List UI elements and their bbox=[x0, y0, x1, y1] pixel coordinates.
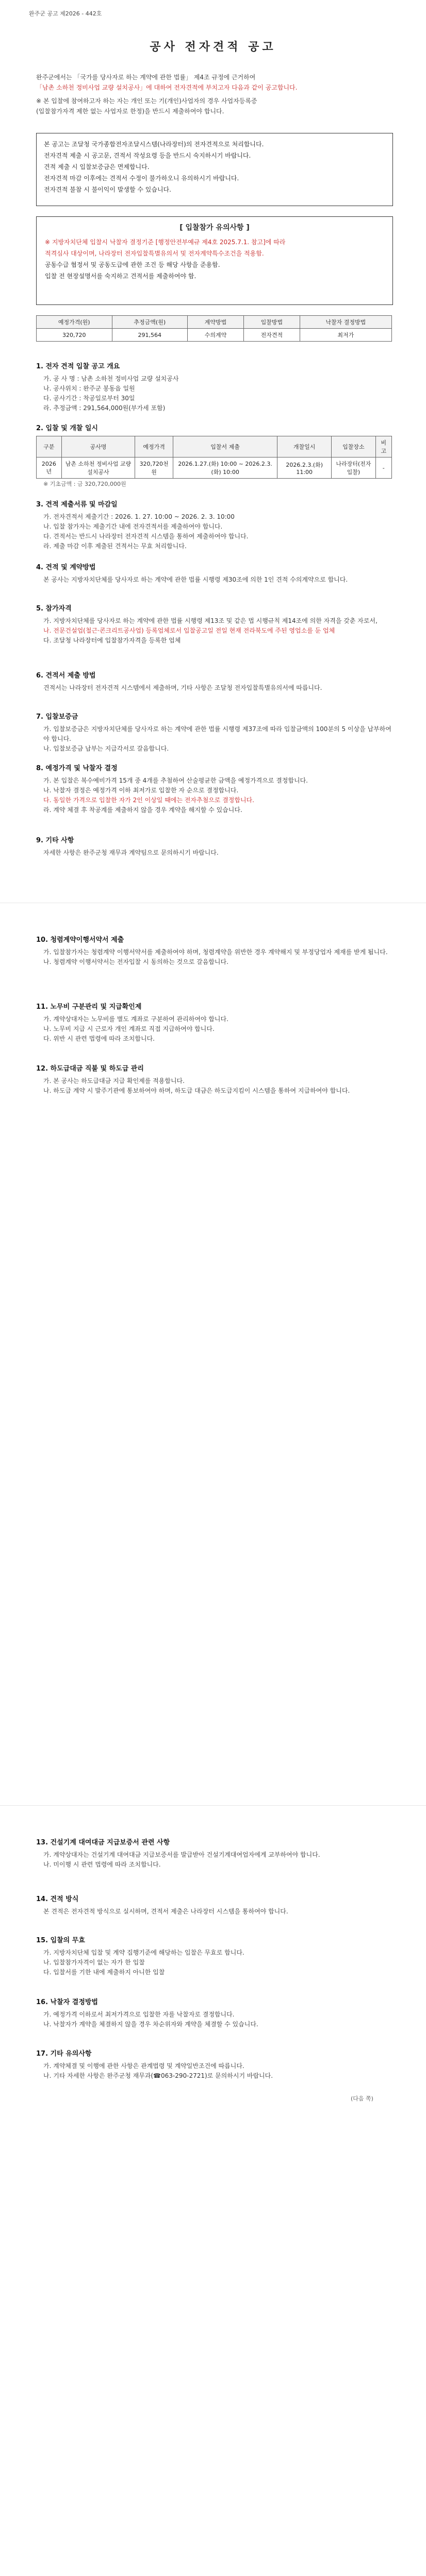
notice-item: 본 공고는 조달청 국가종합전자조달시스템(나라장터)의 전자견적으로 처리합니다. bbox=[44, 141, 264, 148]
notice-box bbox=[36, 133, 393, 206]
caution-line: ※ 지방자치단체 입찰시 낙찰자 결정기준 [행정안전부예규 제4호 2025.7.1. 참고]에 따라 bbox=[45, 239, 286, 246]
section-heading: 3. 견적 제출서류 및 마감일 bbox=[36, 501, 118, 509]
section-heading: 7. 입찰보증금 bbox=[36, 713, 78, 721]
section-list: 가. 공 사 명 : 남촌 소하천 정비사업 교량 설치공사 나. 공사위치 : 완주군 봉동읍 일원 다. 공사기간 : 착공일로부터 30일 라. 추정금액 : 291,564,000원(부가세 포함) bbox=[43, 375, 179, 412]
page-note: (다음 쪽) bbox=[351, 2095, 373, 2102]
section-heading: 6. 견적서 제출 방법 bbox=[36, 672, 96, 680]
section-heading: 16. 낙찰자 결정방법 bbox=[36, 1998, 98, 2006]
notice-item: 전자견적 마감 이후에는 견적서 수정이 불가하오니 유의하시기 바랍니다. bbox=[44, 175, 239, 182]
section-heading: 17. 기타 유의사항 bbox=[36, 2050, 92, 2058]
section-list: 가. 예정가격 이하로서 최저가격으로 입찰한 자를 낙찰자로 결정합니다. 나. 낙찰자가 계약을 체결하지 않을 경우 차순위자와 계약을 체결할 수 있습니다. bbox=[43, 2011, 258, 2028]
section-text: 본 공사는 지방자치단체를 당사자로 하는 계약에 관한 법률 시행령 제30조에 의한 1인 견적 수의계약으로 합니다. bbox=[43, 576, 348, 583]
document-number: 완주군 공고 제2026 - 442호 bbox=[29, 10, 102, 17]
notice-item: 전자견적 불참 시 불이익이 발생할 수 있습니다. bbox=[44, 186, 171, 193]
table-row: 320,720 291,564 수의계약 전자견적 최저가 bbox=[37, 329, 392, 342]
table-header: 낙찰자 결정방법 bbox=[300, 316, 391, 329]
page-title: 공사 전자견적 공고 bbox=[150, 41, 276, 54]
section-heading: 12. 하도급대금 직불 및 하도급 관리 bbox=[36, 1065, 144, 1073]
section-list: 가. 전자견적서 제출기간 : 2026. 1. 27. 10:00 ~ 2026. 2. 3. 10:00 나. 입찰 참가자는 제출기간 내에 전자견적서를 제출하여야 합니다. 다. 견적서는 반드시 나라장터 전자견적 시스템을 통하여 제출하여야 합니다. 라. 제출 마감 이후 제출된 견적서는 무효 처리합니다. bbox=[43, 513, 249, 550]
intro-paragraph: 완주군에서는 「국가를 당사자로 하는 계약에 관한 법률」 제4조 규정에 근거하여 「남촌 소하천 정비사업 교량 설치공사」에 대하여 전자견적에 부치고자 다음과 같이 공고합니다. ※ 본 입찰에 참여하고자 하는 자는 개인 또는 기(개인)사업자의 경우 사업자등록증 (입찰참가자격 제한 없는 사업자로 한정)을 반드시 제출하여야 합니다. bbox=[36, 74, 298, 115]
caution-title: [ 입찰참가 유의사항 ] bbox=[179, 224, 250, 232]
note-text: ※ 기초금액 : 금 320,720,000원 bbox=[43, 481, 126, 487]
table-header: 예정가격(원) bbox=[37, 316, 112, 329]
section-list: 가. 본 공사는 하도급대금 지급 확인제를 적용합니다. 나. 하도급 계약 시 발주기관에 통보하여야 하며, 하도급 대금은 하도급지킴이 시스템을 통하여 지급하여야 합니다. bbox=[43, 1077, 350, 1094]
section-heading: 14. 견적 방식 bbox=[36, 1895, 79, 1903]
section-text: 견적서는 나라장터 전자견적 시스템에서 제출하며, 기타 사항은 조달청 전자입찰특별유의서에 따릅니다. bbox=[43, 684, 322, 691]
page-3 bbox=[0, 1805, 426, 2576]
section-list: 가. 본 입찰은 복수예비가격 15개 중 4개를 추첨하여 산술평균한 금액을 예정가격으로 결정합니다. 나. 낙찰자 결정은 예정가격 이하 최저가로 입찰한 자 순으로 결정합니다. 다. 동일한 가격으로 입찰한 자가 2인 이상일 때에는 전자추첨으로 결정합니다. 라. 계약 체결 후 착공계를 제출하지 않을 경우 계약을 해지할 수 있습니다. bbox=[43, 777, 308, 814]
section-heading: 10. 청렴계약이행서약서 제출 bbox=[36, 936, 124, 944]
table-row: 2026년 남촌 소하천 정비사업 교량 설치공사 320,720천원 2026.1.27.(화) 10:00 ~ 2026.2.3.(화) 10:00 2026.2.3.(화) 11:00 나라장터(전자입찰) - bbox=[37, 457, 392, 479]
section-list: 가. 계약상대자는 노무비를 별도 계좌로 구분하여 관리하여야 합니다. 나. 노무비 지급 시 근로자 개인 계좌로 직접 지급하여야 합니다. 다. 위반 시 관련 법령에 따라 조치합니다. bbox=[43, 1015, 228, 1042]
section-list: 가. 입찰보증금은 지방자치단체를 당사자로 하는 계약에 관한 법률 시행령 제37조에 따라 입찰금액의 100분의 5 이상을 납부하여야 합니다. 나. 입찰보증금 납부는 지급각서로 갈음합니다. bbox=[43, 725, 391, 752]
schedule-table: 구분 공사명 예정가격 입찰서 제출 개찰일시 입찰장소 비고 2026년 남촌 소하천 정비사업 교량 설치공사 320,720천원 2026.1.27.(화) 10:00 ~ 2026.2.3.(화) 10:00 2026.2.3.(화) 11:00 나라장터(전자입찰) - bbox=[36, 436, 392, 479]
section-list: 가. 계약체결 및 이행에 관한 사항은 관계법령 및 계약일반조건에 따릅니다. 나. 기타 자세한 사항은 완주군청 재무과(☎063-290-2721)로 문의하시기 바랍니다. bbox=[43, 2062, 273, 2079]
section-text: 본 견적은 전자견적 방식으로 실시하며, 견적서 제출은 나라장터 시스템을 통하여야 합니다. bbox=[43, 1908, 288, 1915]
section-list: 가. 지방자치단체 입찰 및 계약 집행기준에 해당하는 입찰은 무효로 합니다. 나. 입찰참가자격이 없는 자가 한 입찰 다. 입찰서를 기한 내에 제출하지 아니한 입찰 bbox=[43, 1949, 244, 1976]
summary-table bbox=[36, 315, 392, 342]
section-heading: 15. 입찰의 무효 bbox=[36, 1937, 85, 1944]
section-heading: 9. 기타 사항 bbox=[36, 837, 74, 844]
section-list: 가. 입찰참가자는 청렴계약 이행서약서를 제출하여야 하며, 청렴계약을 위반한 경우 계약해지 및 부정당업자 제재를 받게 됩니다. 나. 청렴계약 이행서약서는 전자입찰 시 동의하는 것으로 갈음합니다. bbox=[43, 948, 388, 965]
page-2 bbox=[0, 903, 426, 1806]
section-heading: 1. 전자 견적 입찰 공고 개요 bbox=[36, 363, 120, 370]
table-header: 계약방법 bbox=[188, 316, 244, 329]
page-1 bbox=[0, 0, 426, 903]
table-header: 입찰방법 bbox=[243, 316, 300, 329]
caution-line: 입찰 전 현장설명서를 숙지하고 견적서를 제출하여야 함. bbox=[45, 273, 196, 280]
section-text: 자세한 사항은 완주군청 재무과 계약팀으로 문의하시기 바랍니다. bbox=[43, 849, 219, 856]
section-list: 가. 계약상대자는 건설기계 대여대금 지급보증서를 발급받아 건설기계대여업자에게 교부하여야 합니다. 나. 미이행 시 관련 법령에 따라 조치합니다. bbox=[43, 1851, 320, 1868]
notice-item: 견적 제출 시 입찰보증금은 면제합니다. bbox=[44, 163, 150, 171]
section-heading: 13. 건설기계 대여대금 지급보증서 관련 사항 bbox=[36, 1839, 170, 1846]
caution-line: 적격심사 대상이며, 나라장터 전자입찰특별유의서 및 전자계약특수조건을 적용함. bbox=[45, 250, 264, 257]
section-heading: 5. 참가자격 bbox=[36, 605, 72, 613]
notice-item: 전자견적 제출 시 공고문, 견적서 작성요령 등을 반드시 숙지하시기 바랍니다. bbox=[44, 152, 251, 159]
section-heading: 11. 노무비 구분관리 및 지급확인제 bbox=[36, 1003, 142, 1011]
section-heading: 2. 입찰 및 개찰 일시 bbox=[36, 425, 98, 432]
section-list: 가. 지방자치단체를 당사자로 하는 계약에 관한 법률 시행령 제13조 및 같은 법 시행규칙 제14조에 의한 자격을 갖춘 자로서, 나. 전문건설업(철근·콘크리트공사업) 등록업체로서 입찰공고일 전일 현재 전라북도에 주된 영업소를 둔 업체 다. 조달청 나라장터에 입찰참가자격을 등록한 업체 bbox=[43, 617, 378, 644]
caution-line: 공동수급 협정서 및 공동도급에 관한 조건 등 해당 사항을 준용함. bbox=[45, 261, 220, 268]
section-heading: 8. 예정가격 및 낙찰자 결정 bbox=[36, 765, 118, 772]
caution-box bbox=[36, 216, 393, 305]
section-heading: 4. 견적 및 계약방법 bbox=[36, 564, 96, 571]
table-header: 추정금액(원) bbox=[112, 316, 188, 329]
